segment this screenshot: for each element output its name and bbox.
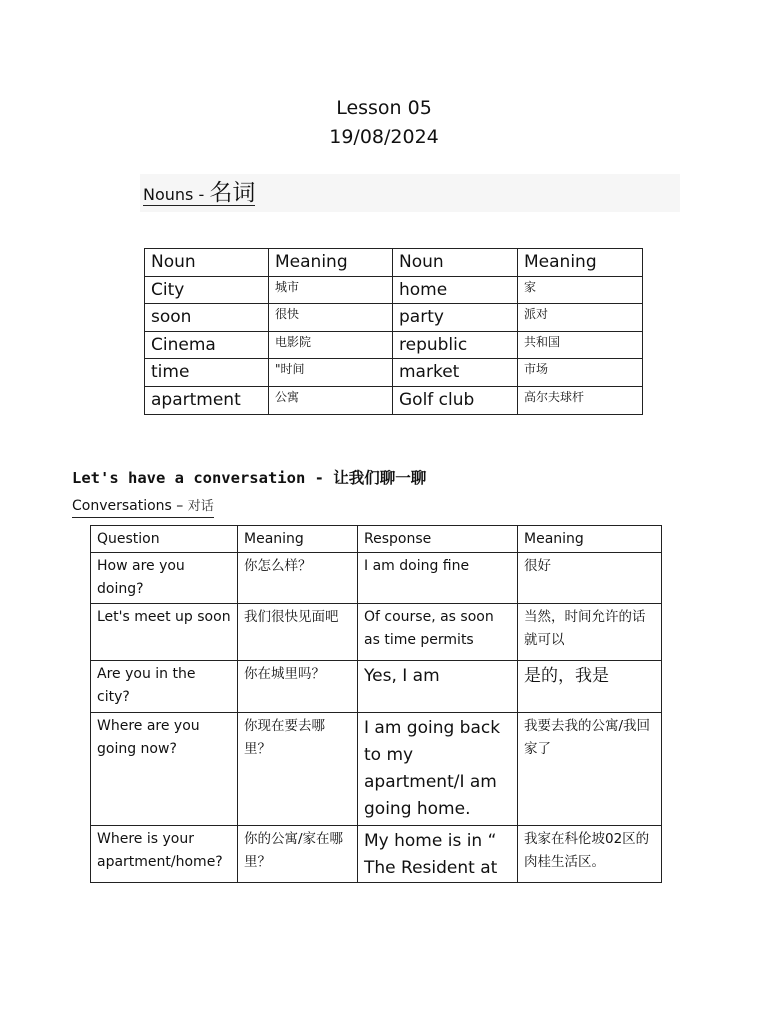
- noun-cell: apartment: [145, 386, 269, 414]
- response-meaning-cell: 很好: [518, 553, 662, 604]
- response-cell: My home is in “ The Resident at: [358, 826, 518, 883]
- meaning-cell: 共和国: [518, 331, 643, 359]
- table-header-row: [145, 249, 643, 277]
- table-row: [91, 826, 662, 883]
- nouns-heading-en: Nouns -: [143, 185, 210, 204]
- table-row: [145, 304, 643, 332]
- lesson-date: 19/08/2024: [329, 126, 439, 148]
- noun-cell: republic: [393, 331, 518, 359]
- response-cell: Of course, as soon as time permits: [358, 604, 518, 661]
- table-row: [145, 276, 643, 304]
- noun-cell: home: [393, 276, 518, 304]
- response-cell: I am doing fine: [358, 553, 518, 604]
- table-row: [91, 604, 662, 661]
- noun-cell: time: [145, 359, 269, 387]
- question-cell: Are you in the city?: [91, 661, 238, 713]
- column-header: Noun: [145, 249, 269, 277]
- meaning-cell: 高尔夫球杆: [518, 386, 643, 414]
- noun-cell: Golf club: [393, 386, 518, 414]
- nouns-heading-zh: 名词: [209, 180, 256, 206]
- table-row: [91, 661, 662, 713]
- conversation-heading: Let's have a conversation - 让我们聊一聊: [72, 469, 427, 487]
- question-meaning-cell: 你的公寓/家在哪里？: [238, 826, 358, 883]
- conversation-subheading-en: Conversations –: [72, 498, 188, 514]
- nouns-heading: [143, 176, 255, 212]
- question-cell: How are you doing?: [91, 553, 238, 604]
- column-header: Meaning: [269, 249, 393, 277]
- table-row: [145, 331, 643, 359]
- response-meaning-cell: 我要去我的公寓/我回家了: [518, 713, 662, 826]
- table-row: [91, 553, 662, 604]
- column-header: Question: [91, 526, 238, 553]
- meaning-cell: 派对: [518, 304, 643, 332]
- meaning-cell: "时间: [269, 359, 393, 387]
- response-cell: Yes, I am: [358, 661, 518, 713]
- column-header: Meaning: [238, 526, 358, 553]
- meaning-cell: 城市: [269, 276, 393, 304]
- noun-cell: market: [393, 359, 518, 387]
- column-header: Noun: [393, 249, 518, 277]
- question-cell: Where are you going now?: [91, 713, 238, 826]
- column-header: Meaning: [518, 526, 662, 553]
- column-header: Meaning: [518, 249, 643, 277]
- response-meaning-cell: 我家在科伦坡02区的肉桂生活区。: [518, 826, 662, 883]
- conversation-subheading-zh: 对话: [187, 499, 214, 514]
- table-row: [145, 386, 643, 414]
- meaning-cell: 电影院: [269, 331, 393, 359]
- question-cell: Where is your apartment/home?: [91, 826, 238, 883]
- noun-cell: party: [393, 304, 518, 332]
- conversation-table: [90, 525, 662, 883]
- question-meaning-cell: 你在城里吗？: [238, 661, 358, 713]
- table-row: [91, 713, 662, 826]
- response-meaning-cell: 是的，我是: [518, 661, 662, 713]
- nouns-table: [144, 248, 643, 415]
- table-row: [145, 359, 643, 387]
- meaning-cell: 家: [518, 276, 643, 304]
- meaning-cell: 很快: [269, 304, 393, 332]
- noun-cell: soon: [145, 304, 269, 332]
- question-cell: Let's meet up soon: [91, 604, 238, 661]
- meaning-cell: 公寓: [269, 386, 393, 414]
- response-meaning-cell: 当然，时间允许的话就可以: [518, 604, 662, 661]
- meaning-cell: 市场: [518, 359, 643, 387]
- table-header-row: [91, 526, 662, 553]
- noun-cell: Cinema: [145, 331, 269, 359]
- question-meaning-cell: 你怎么样？: [238, 553, 358, 604]
- response-cell: I am going back to my apartment/I am going home.: [358, 713, 518, 826]
- column-header: Response: [358, 526, 518, 553]
- conversation-subheading: [72, 496, 214, 518]
- lesson-number: Lesson 05: [336, 97, 432, 119]
- noun-cell: City: [145, 276, 269, 304]
- question-meaning-cell: 你现在要去哪里？: [238, 713, 358, 826]
- question-meaning-cell: 我们很快见面吧: [238, 604, 358, 661]
- lesson-title: [0, 94, 768, 152]
